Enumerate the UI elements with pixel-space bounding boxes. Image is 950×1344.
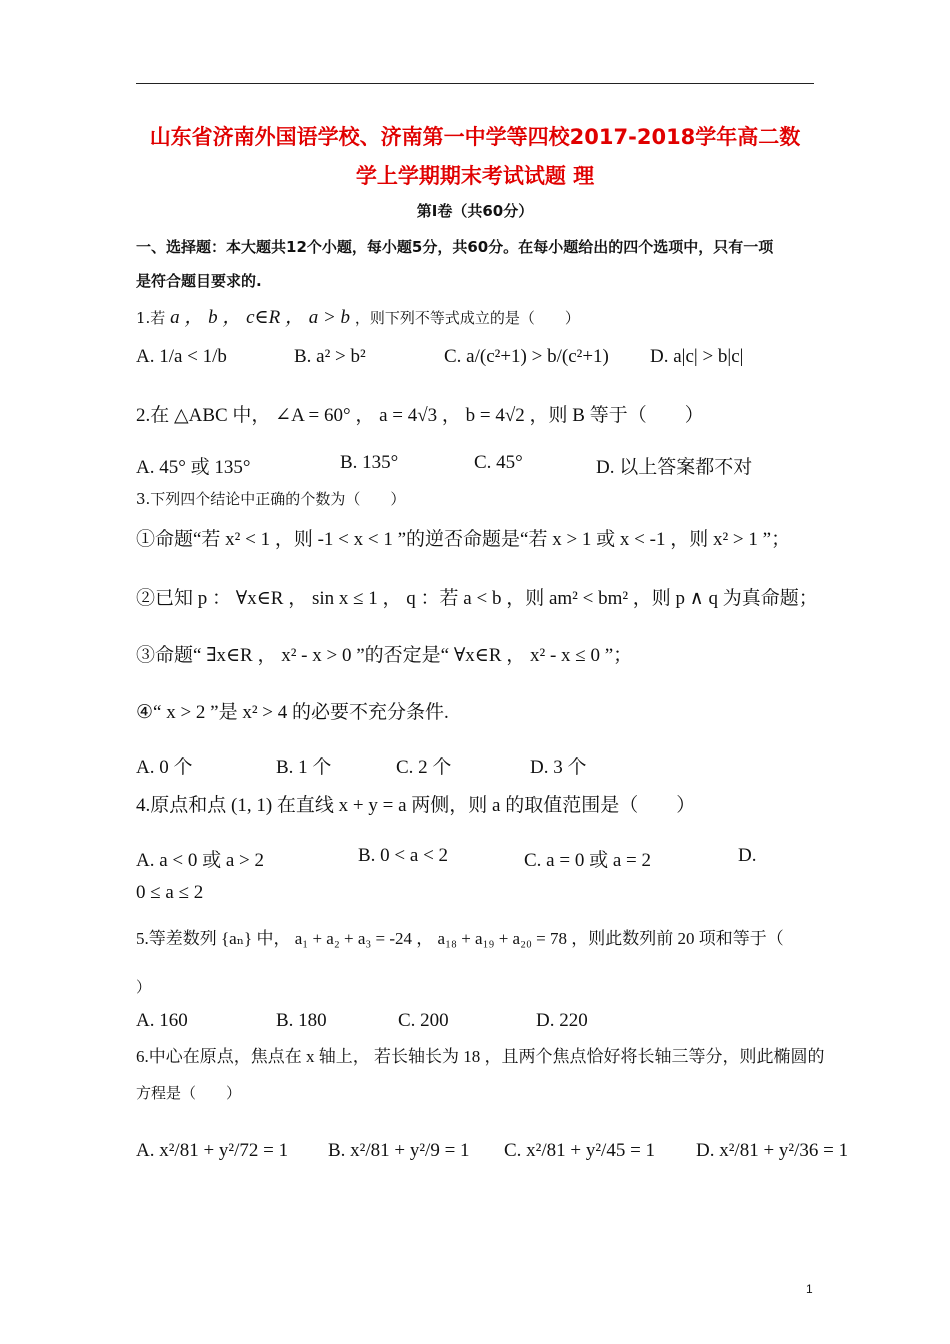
q3-statement-3: ③命题“ ∃x∈R ， x² - x > 0 ”的否定是“ ∀x∈R ， x² - x ≤ 0 ”； — [136, 645, 633, 666]
q3-option-c: C. 2 个 — [396, 757, 452, 778]
q5-option-b: B. 180 — [276, 1010, 327, 1031]
q1-option-a: A. 1/a < 1/b — [136, 346, 227, 367]
q4-stem: 4.原点和点 (1, 1) 在直线 x + y = a 两侧，则 a 的取值范围是（ ） — [136, 795, 696, 816]
section-instructions-line2: 是符合题目要求的. — [136, 272, 262, 290]
q4-option-c: C. a = 0 或 a = 2 — [524, 850, 651, 871]
q5-stem: 5.等差数列 {aₙ} 中， a₁ + a₂ + a₃ = -24 ， a₁₈ + a₁₉ + a₂₀ = 78 ，则此数列前 20 项和等于（ — [136, 929, 784, 948]
volume-heading: 第Ⅰ卷（共60分） — [416, 202, 534, 220]
q3-stem: 3.下列四个结论中正确的个数为（ ） — [136, 490, 406, 508]
q6-option-a: A. x²/81 + y²/72 = 1 — [136, 1140, 289, 1161]
q2-option-c: C. 45° — [474, 452, 523, 473]
q5-stem-end: ） — [136, 978, 152, 996]
q6-option-c: C. x²/81 + y²/45 = 1 — [504, 1140, 656, 1161]
q6-stem: 6.中心在原点，焦点在 x 轴上， 若长轴长为 18 ，且两个焦点恰好将长轴三等分，则此椭圆的 — [136, 1047, 825, 1066]
q6-stem-line2: 方程是（ ） — [136, 1084, 242, 1102]
q3-option-d: D. 3 个 — [530, 757, 587, 778]
q1-option-d: D. a|c| > b|c| — [650, 346, 744, 367]
q1-condition: a ， b ， c∈R ， a > b — [170, 307, 351, 328]
q5-option-a: A. 160 — [136, 1010, 188, 1031]
q3-option-a: A. 0 个 — [136, 757, 193, 778]
q3-statement-4: ④“ x > 2 ”是 x² > 4 的必要不充分条件. — [136, 702, 449, 723]
q6-option-b: B. x²/81 + y²/9 = 1 — [328, 1140, 470, 1161]
q2-option-a: A. 45° 或 135° — [136, 457, 251, 478]
q4-option-b: B. 0 < a < 2 — [358, 845, 449, 866]
q4-option-a: A. a < 0 或 a > 2 — [136, 850, 265, 871]
q1-option-b: B. a² > b² — [294, 346, 366, 367]
section-instructions-line1: 一、选择题：本大题共12个小题，每小题5分，共60分。在每小题给出的四个选项中，只有一项 — [136, 238, 774, 256]
header-rule — [136, 83, 814, 84]
exam-title-line2: 学上学期期末考试试题 理 — [355, 164, 595, 188]
q2-stem: 2.在 △ABC 中， ∠A = 60° ， a = 4√3 ， b = 4√2 ，则 B 等于（ ） — [136, 405, 704, 426]
page-number: 1 — [806, 1282, 813, 1296]
q1-option-c: C. a/(c²+1) > b/(c²+1) — [444, 346, 609, 367]
q4-option-d-value: 0 ≤ a ≤ 2 — [136, 882, 204, 903]
q3-statement-1: ①命题“若 x² < 1 ，则 -1 < x < 1 ”的逆否命题是“若 x > 1 或 x < -1 ，则 x² > 1 ”； — [136, 529, 791, 550]
q6-option-d: D. x²/81 + y²/36 = 1 — [696, 1140, 849, 1161]
q3-option-b: B. 1 个 — [276, 757, 332, 778]
q5-option-d: D. 220 — [536, 1010, 588, 1031]
q5-option-c: C. 200 — [398, 1010, 449, 1031]
q4-option-d: D. — [738, 845, 757, 866]
q3-statement-2: ②已知 p ： ∀x∈R ， sin x ≤ 1 ， q ：若 a < b ，则 am² < bm² ，则 p ∧ q 为真命题； — [136, 588, 818, 609]
q2-option-d: D. 以上答案都不对 — [596, 457, 753, 478]
q1-stem: 1.若 a ， b ， c∈R ， a > b ，则下列不等式成立的是（ ） — [136, 307, 580, 328]
q2-option-b: B. 135° — [340, 452, 399, 473]
exam-title-line1: 山东省济南外国语学校、济南第一中学等四校2017-2018学年高二数 — [149, 125, 801, 149]
